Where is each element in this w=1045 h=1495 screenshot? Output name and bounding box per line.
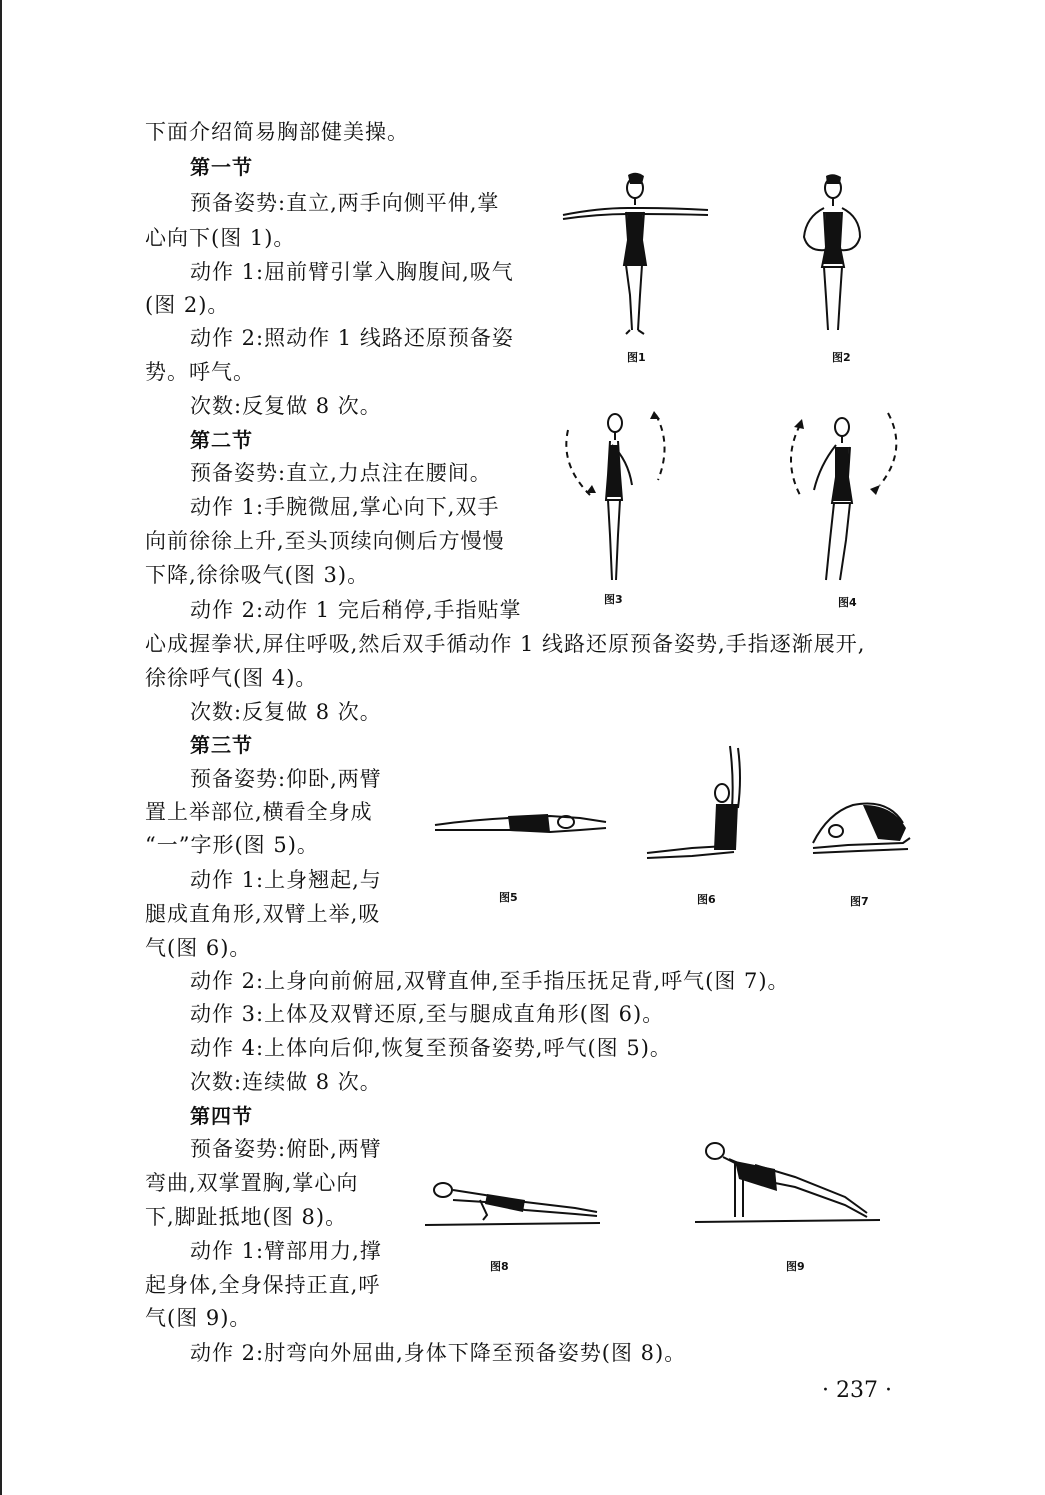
figure-9-caption: 图9 — [786, 1260, 805, 1273]
text-line: 动作 2:动作 1 完后稍停,手指贴掌 — [190, 598, 522, 622]
figure-8-caption: 图8 — [490, 1260, 509, 1273]
text-line: 预备姿势:直立,两手向侧平伸,掌 — [190, 191, 500, 215]
text-line: 预备姿势:俯卧,两臂 — [190, 1137, 382, 1161]
text-line: 预备姿势:直立,力点注在腰间。 — [190, 461, 492, 485]
figure-9-push-up-raised — [695, 1135, 880, 1230]
text-line: 气(图 6)。 — [145, 936, 252, 960]
text-line: 动作 3:上体及双臂还原,至与腿成直角形(图 6)。 — [190, 1002, 665, 1026]
text-line: 置上举部位,横看全身成 — [145, 800, 373, 824]
text-line: 次数:连续做 8 次。 — [190, 1070, 382, 1094]
section-heading: 第一节 — [190, 155, 253, 179]
figure-6-sit-up-arms-raised — [642, 738, 752, 863]
section-heading: 第四节 — [190, 1104, 253, 1128]
text-line: 动作 2:上身向前俯屈,双臂直伸,至手指压抚足背,呼气(图 7)。 — [190, 969, 790, 993]
text-line: 起身体,全身保持正直,呼 — [145, 1273, 381, 1297]
figure-5-caption: 图5 — [499, 891, 518, 904]
page-number: · 237 · — [822, 1378, 892, 1403]
text-line: 动作 1:臂部用力,撑 — [190, 1239, 382, 1263]
text-line: (图 2)。 — [145, 293, 230, 317]
text-line: 动作 1:上身翘起,与 — [190, 868, 382, 892]
figure-2-hands-to-chest — [796, 172, 866, 337]
text-line: 势。呼气。 — [145, 360, 255, 384]
text-line: 徐徐呼气(图 4)。 — [145, 666, 318, 690]
page-left-edge — [0, 0, 2, 1495]
text-line: 动作 4:上体向后仰,恢复至预备姿势,呼气(图 5)。 — [190, 1036, 672, 1060]
figure-4-arm-circle-front — [780, 405, 910, 590]
figure-4-caption: 图4 — [838, 596, 857, 609]
text-line: 动作 2:肘弯向外屈曲,身体下降至预备姿势(图 8)。 — [190, 1341, 687, 1365]
figure-7-forward-bend — [808, 793, 918, 858]
text-line: 心成握拳状,屏住呼吸,然后双手循动作 1 线路还原预备姿势,手指逐渐展开, — [145, 632, 866, 656]
text-line: 弯曲,双掌置胸,掌心向 — [145, 1171, 359, 1195]
figure-1-arms-extended — [558, 170, 718, 340]
figure-5-lying-supine — [430, 800, 610, 845]
text-line: 腿成直角形,双臂上举,吸 — [145, 902, 381, 926]
text-line: “一”字形(图 5)。 — [145, 833, 319, 857]
text-line: 次数:反复做 8 次。 — [190, 700, 382, 724]
text-line: 动作 1:屈前臂引掌入胸腹间,吸气 — [190, 260, 514, 284]
figure-8-prone-start — [425, 1170, 600, 1230]
figure-3-arm-circle-side — [560, 405, 680, 590]
section-heading: 第二节 — [190, 428, 253, 452]
text-line: 动作 1:手腕微屈,掌心向下,双手 — [190, 495, 500, 519]
text-line: 向前徐徐上升,至头顶续向侧后方慢慢 — [145, 529, 505, 553]
text-line: 预备姿势:仰卧,两臂 — [190, 767, 382, 791]
text-line: 动作 2:照动作 1 线路还原预备姿 — [190, 326, 514, 350]
text-line: 心向下(图 1)。 — [145, 226, 296, 250]
figure-2-caption: 图2 — [832, 351, 851, 364]
figure-3-caption: 图3 — [604, 593, 623, 606]
text-line: 下降,徐徐吸气(图 3)。 — [145, 563, 370, 587]
text-line: 次数:反复做 8 次。 — [190, 394, 382, 418]
text-line: 下,脚趾抵地(图 8)。 — [145, 1205, 348, 1229]
text-line: 下面介绍简易胸部健美操。 — [145, 120, 409, 144]
figure-1-caption: 图1 — [627, 351, 646, 364]
figure-7-caption: 图7 — [850, 895, 869, 908]
text-line: 气(图 9)。 — [145, 1306, 252, 1330]
section-heading: 第三节 — [190, 733, 253, 757]
figure-6-caption: 图6 — [697, 893, 716, 906]
